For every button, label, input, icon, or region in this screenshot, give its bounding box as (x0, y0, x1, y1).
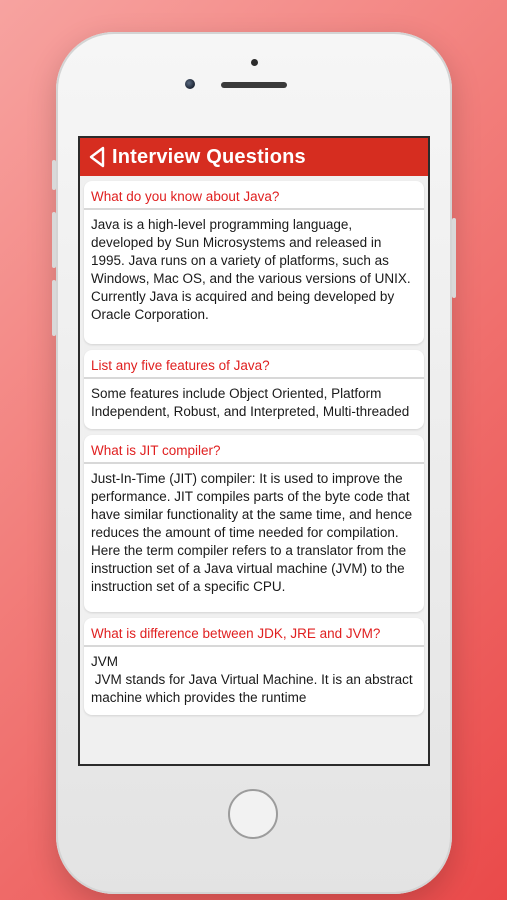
question-card[interactable] (84, 618, 424, 715)
mute-switch (52, 160, 56, 190)
proximity-sensor (251, 59, 258, 66)
question-text: What do you know about Java? (84, 181, 424, 210)
back-arrow-icon[interactable] (88, 146, 106, 168)
question-card[interactable] (84, 181, 424, 344)
volume-up-button (52, 212, 56, 268)
question-text: What is difference between JDK, JRE and JVM? (84, 618, 424, 647)
question-text: What is JIT compiler? (84, 435, 424, 464)
home-button[interactable] (228, 789, 278, 839)
question-card[interactable] (84, 435, 424, 612)
answer-text: JVM JVM stands for Java Virtual Machine. It is an abstract machine which provides the runtime (91, 654, 413, 705)
app-screen (78, 136, 430, 766)
front-camera (185, 79, 195, 89)
answer-text: Just-In-Time (JIT) compiler: It is used to improve the performance. JIT compiles parts of the byte code that have similar functionality at the same time, and hence reduces the amount of time needed for compilation. Here the term compiler refers to a translator from the instruction set of a Java virtual machine (JVM) to the instruction set of a specific CPU. (91, 471, 416, 594)
earpiece-speaker (221, 82, 287, 88)
volume-down-button (52, 280, 56, 336)
answer-text: Some features include Object Oriented, Platform Independent, Robust, and Interpreted, Multi-threaded (91, 386, 410, 419)
question-card[interactable] (84, 350, 424, 429)
answer-text: Java is a high-level programming language, developed by Sun Microsystems and released in 1995. Java runs on a variety of platforms, such as Windows, Mac OS, and the various versions of UNIX. Currently Java is acquired and being developed by Oracle Corporation. (91, 217, 415, 322)
page-title: Interview Questions (112, 145, 306, 168)
question-text: List any five features of Java? (84, 350, 424, 379)
app-bar (80, 138, 428, 176)
phone-frame (56, 32, 452, 894)
power-button (452, 218, 456, 298)
question-list[interactable] (80, 176, 428, 715)
